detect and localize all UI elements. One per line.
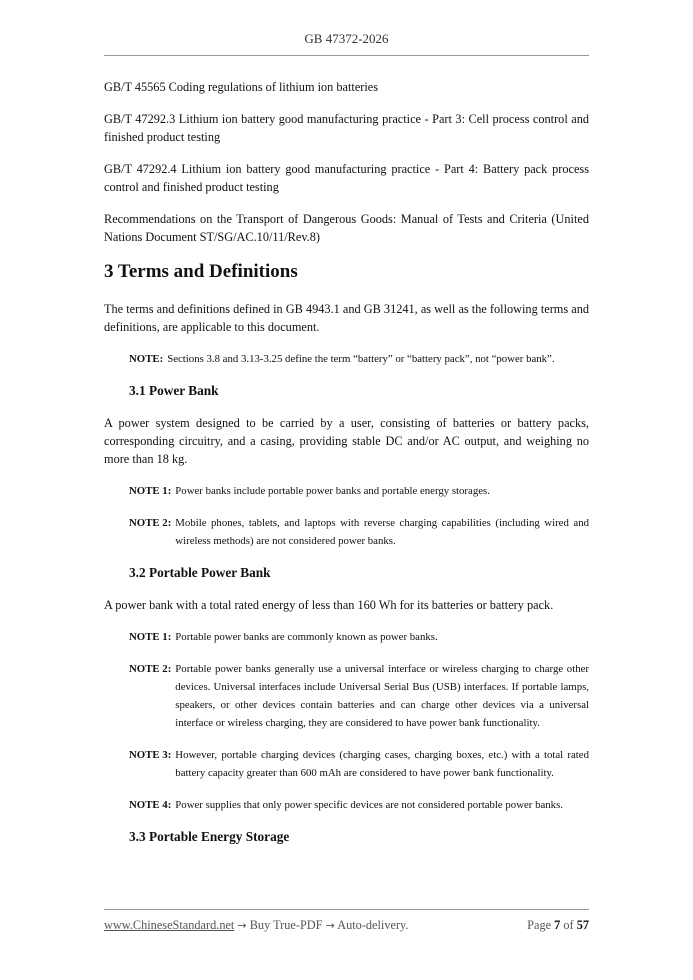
note-item xyxy=(129,746,589,782)
definition-text: A power bank with a total rated energy of less than 160 Wh for its batteries or battery pack. xyxy=(104,598,554,612)
page-indicator xyxy=(527,918,589,933)
note-item xyxy=(129,628,589,646)
note-text: Power supplies that only power specific devices are not considered portable power banks. xyxy=(175,799,563,811)
section-note xyxy=(129,350,589,368)
subsection-heading: 3.2 Portable Power Bank xyxy=(129,565,271,580)
reference-item: Recommendations on the Transport of Dangerous Goods: Manual of Tests and Criteria (United Nations Document ST/SG/AC.10/11/Rev.8) xyxy=(104,212,589,244)
page-number: 7 xyxy=(554,918,561,932)
note-text: Mobile phones, tablets, and laptops with reverse charging capabilities (including wired and wireless methods) are not considered power banks. xyxy=(175,517,589,547)
note-label: NOTE 4: xyxy=(129,799,172,811)
page-content xyxy=(104,78,589,860)
note-item xyxy=(129,796,589,814)
of-word: of xyxy=(563,918,574,932)
note-text: Power banks include portable power banks and portable energy storages. xyxy=(175,485,490,497)
section-intro: The terms and definitions defined in GB 4943.1 and GB 31241, as well as the following terms and definitions, are applicable to this document. xyxy=(104,302,589,334)
note-label: NOTE: xyxy=(129,353,164,365)
note-text: Sections 3.8 and 3.13-3.25 define the term “battery” or “battery pack”, not “power bank”. xyxy=(167,353,555,365)
note-label: NOTE 2: xyxy=(129,663,172,675)
buy-link[interactable]: Buy True-PDF xyxy=(249,918,323,932)
note-text: However, portable charging devices (charging cases, charging boxes, etc.) with a total rated battery capacity greater than 600 mAh are considered to have power bank functionality. xyxy=(175,749,589,779)
definition-text: A power system designed to be carried by a user, consisting of batteries or battery packs, corresponding circuitry, and a casing, providing stable DC and/or AC output, and weighing no more than 18 kg. xyxy=(104,416,589,466)
note-label: NOTE 1: xyxy=(129,631,172,643)
footer-promo xyxy=(104,918,408,933)
header-divider xyxy=(104,55,589,56)
site-link[interactable]: www.ChineseStandard.net xyxy=(104,918,235,932)
note-item xyxy=(129,660,589,732)
reference-item: GB/T 45565 Coding regulations of lithium ion batteries xyxy=(104,80,379,94)
section-heading: 3 Terms and Definitions xyxy=(104,261,298,282)
page-header-title: GB 47372-2026 xyxy=(304,31,389,46)
subsection-heading: 3.3 Portable Energy Storage xyxy=(129,829,290,844)
note-item xyxy=(129,514,589,550)
note-text: Portable power banks generally use a universal interface or wireless charging to charge other devices. Universal interfaces include Universal Serial Bus (USB) interfaces. If portable lamps, speakers, or other devices contain batteries and can charge other devices via a universal interface or wireless charging, they are considered to have power bank functionality. xyxy=(175,663,589,729)
right-arrow-icon: → xyxy=(325,919,335,932)
reference-item: GB/T 47292.4 Lithium ion battery good manufacturing practice - Part 4: Battery pack process control and finished product testing xyxy=(104,162,589,194)
right-arrow-icon: → xyxy=(237,919,247,932)
auto-delivery-text: Auto-delivery. xyxy=(337,918,409,932)
note-item xyxy=(129,482,589,500)
page-total: 57 xyxy=(576,918,589,932)
note-label: NOTE 1: xyxy=(129,485,172,497)
note-text: Portable power banks are commonly known as power banks. xyxy=(175,631,438,643)
page-footer xyxy=(104,918,589,933)
note-label: NOTE 3: xyxy=(129,749,172,761)
subsection-heading: 3.1 Power Bank xyxy=(129,383,219,398)
reference-item: GB/T 47292.3 Lithium ion battery good manufacturing practice - Part 3: Cell process control and finished product testing xyxy=(104,112,589,144)
note-label: NOTE 2: xyxy=(129,517,172,529)
footer-divider xyxy=(104,909,589,910)
page-word: Page xyxy=(527,918,552,932)
